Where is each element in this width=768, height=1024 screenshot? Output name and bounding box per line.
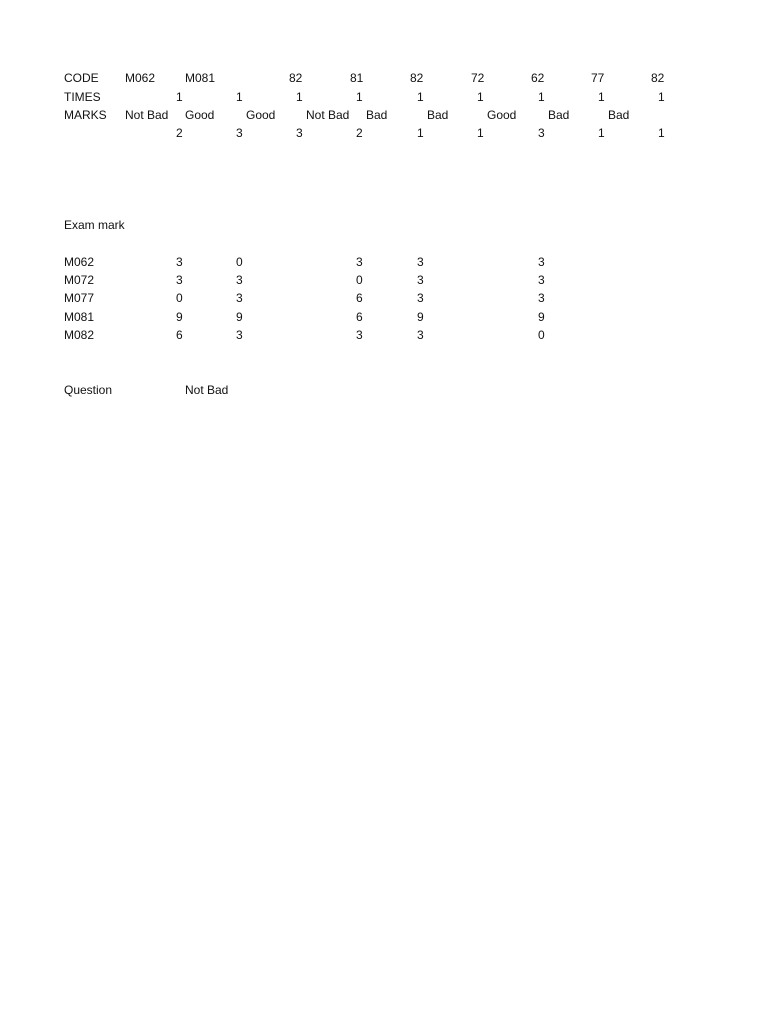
score-row <box>0 124 768 142</box>
score-cell: 1 <box>658 126 665 140</box>
exam-mark-row <box>0 253 768 271</box>
exam-mark-value: 0 <box>176 291 183 305</box>
question-row <box>0 381 768 399</box>
marks-cell: Bad <box>366 108 388 122</box>
exam-mark-value: 0 <box>538 328 545 342</box>
exam-mark-code: M081 <box>64 310 95 324</box>
times-cell: 1 <box>658 90 665 104</box>
exam-mark-code: M072 <box>64 273 95 287</box>
exam-mark-row <box>0 271 768 289</box>
exam-mark-row <box>0 289 768 307</box>
code-row <box>0 69 768 87</box>
score-cell: 2 <box>356 126 363 140</box>
times-cell: 1 <box>296 90 303 104</box>
marks-cell: Bad <box>608 108 630 122</box>
exam-mark-value: 3 <box>176 273 183 287</box>
exam-mark-value: 6 <box>176 328 183 342</box>
exam-mark-value: 0 <box>356 273 363 287</box>
exam-mark-value: 3 <box>356 255 363 269</box>
exam-mark-value: 9 <box>538 310 545 324</box>
exam-mark-value: 3 <box>236 273 243 287</box>
times-cell: 1 <box>538 90 545 104</box>
exam-mark-value: 6 <box>356 310 363 324</box>
code-cell: 82 <box>289 71 303 85</box>
exam-mark-value: 3 <box>538 273 545 287</box>
code-cell: 77 <box>591 71 605 85</box>
exam-mark-value: 3 <box>417 255 424 269</box>
code-label: CODE <box>64 71 99 85</box>
exam-mark-value: 3 <box>417 273 424 287</box>
exam-mark-value: 6 <box>356 291 363 305</box>
marks-cell: Not Bad <box>125 108 169 122</box>
times-cell: 1 <box>417 90 424 104</box>
exam-mark-value: 3 <box>236 291 243 305</box>
exam-mark-code: M062 <box>64 255 95 269</box>
exam-mark-value: 0 <box>236 255 243 269</box>
exam-mark-value: 3 <box>538 291 545 305</box>
times-cell: 1 <box>356 90 363 104</box>
marks-cell: Bad <box>427 108 449 122</box>
times-row <box>0 88 768 106</box>
times-cell: 1 <box>598 90 605 104</box>
exam-mark-value: 9 <box>417 310 424 324</box>
marks-cell: Good <box>185 108 215 122</box>
marks-label: MARKS <box>64 108 107 122</box>
score-cell: 3 <box>236 126 243 140</box>
exam-mark-code: M077 <box>64 291 95 305</box>
score-cell: 3 <box>296 126 303 140</box>
exam-mark-value: 3 <box>356 328 363 342</box>
code-cell: 72 <box>471 71 485 85</box>
exam-mark-title: Exam mark <box>64 218 125 232</box>
exam-mark-row <box>0 326 768 344</box>
exam-mark-value: 3 <box>417 291 424 305</box>
exam-mark-value: 3 <box>236 328 243 342</box>
times-cell: 1 <box>176 90 183 104</box>
code-cell: 81 <box>350 71 364 85</box>
times-cell: 1 <box>236 90 243 104</box>
exam-mark-value: 3 <box>417 328 424 342</box>
question-label: Question <box>64 383 113 397</box>
exam-mark-value: 9 <box>176 310 183 324</box>
code-cell: 62 <box>531 71 545 85</box>
code-cell: 82 <box>651 71 665 85</box>
marks-row <box>0 106 768 124</box>
marks-cell: Good <box>487 108 517 122</box>
marks-cell: Bad <box>548 108 570 122</box>
code-cell: 82 <box>410 71 424 85</box>
exam-mark-code: M082 <box>64 328 95 342</box>
score-cell: 2 <box>176 126 183 140</box>
exam-mark-title-row <box>0 216 768 234</box>
code-cell: M081 <box>185 71 216 85</box>
exam-mark-value: 9 <box>236 310 243 324</box>
times-label: TIMES <box>64 90 101 104</box>
score-cell: 3 <box>538 126 545 140</box>
question-value: Not Bad <box>185 383 229 397</box>
marks-cell: Good <box>246 108 276 122</box>
exam-mark-value: 3 <box>538 255 545 269</box>
exam-mark-value: 3 <box>176 255 183 269</box>
code-cell: M062 <box>125 71 156 85</box>
score-cell: 1 <box>598 126 605 140</box>
times-cell: 1 <box>477 90 484 104</box>
marks-cell: Not Bad <box>306 108 350 122</box>
score-cell: 1 <box>417 126 424 140</box>
score-cell: 1 <box>477 126 484 140</box>
exam-mark-row <box>0 308 768 326</box>
